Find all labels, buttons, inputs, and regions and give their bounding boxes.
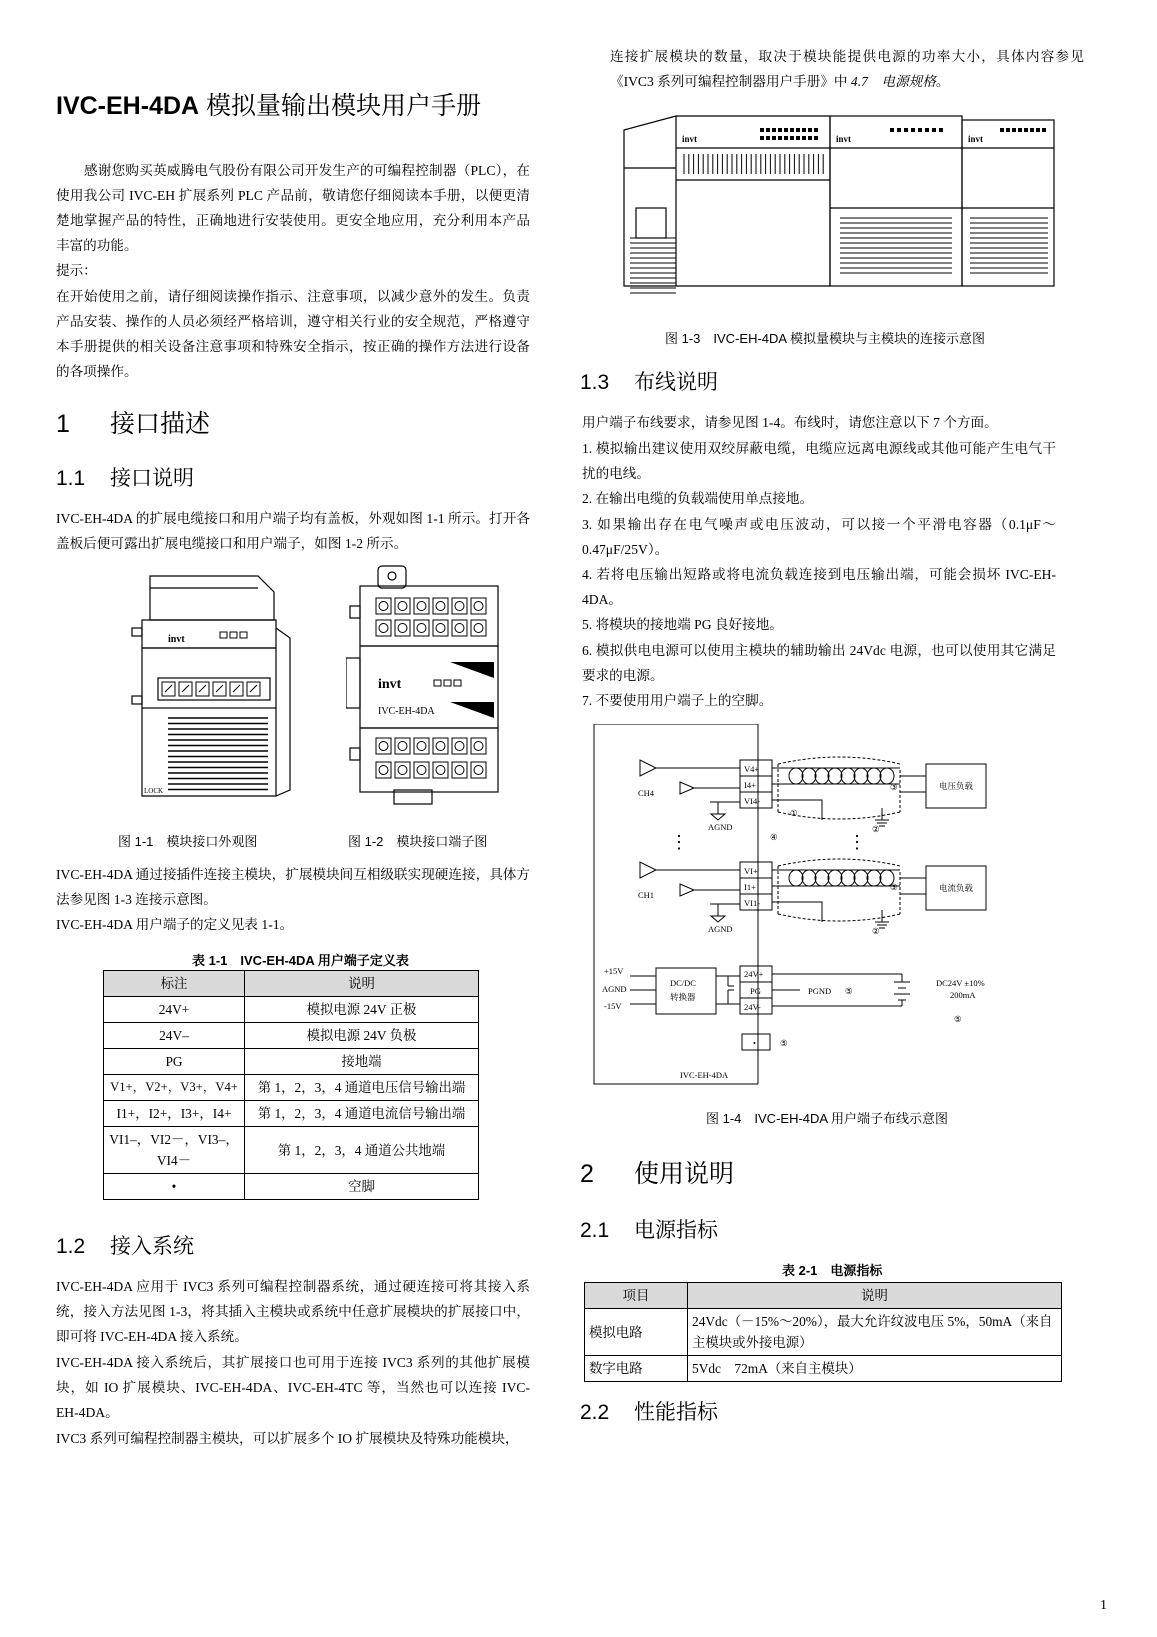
fig11-lock-label: LOCK — [144, 787, 164, 795]
figure-1-3-connection-diagram — [620, 108, 1060, 308]
table-row — [104, 1174, 479, 1200]
agnd-label-ch1: AGND — [708, 924, 733, 934]
terminal-v4: V4+ — [744, 764, 760, 774]
ch1-label: CH1 — [638, 890, 655, 900]
terminal-24vplus: 24V+ — [744, 969, 764, 979]
table-row — [104, 1023, 479, 1049]
fig13-brand-main: invt — [682, 134, 698, 144]
current-load-label: 电流负载 — [939, 883, 974, 893]
minus15v-label: -15V — [604, 1001, 622, 1011]
wiring-note-2: 2. 在输出电缆的负载端使用单点接地。 — [582, 491, 814, 506]
wiring-note-1: 1. 模拟输出建议使用双绞屏蔽电缆，电缆应远离电源线或其他可能产生电气干扰的电线。 — [582, 441, 1056, 481]
marker-2-ch4: ② — [872, 824, 880, 834]
table-cell: 24V+ — [104, 997, 245, 1023]
table-cell: 接地端 — [245, 1049, 479, 1075]
marker-3-ch4: ③ — [890, 782, 898, 792]
section-1-heading: 1 接口描述 — [56, 410, 211, 438]
supply-spec-label: DC24V ±10% — [936, 978, 985, 988]
marker-3-ch1: ③ — [890, 882, 898, 892]
terminal-v1: VI+ — [744, 866, 758, 876]
figure-1-4-caption: 图 1-4 IVC-EH-4DA 用户端子布线示意图 — [706, 1111, 948, 1126]
empty-pin-dot: • — [753, 1038, 756, 1048]
wiring-note-4: 4. 若将电压输出短路或将电流负载连接到电压输出端，可能会损坏 IVC-EH-4DA。 — [582, 567, 1056, 607]
figure-1-1-module-exterior — [128, 568, 298, 808]
page-number: 1 — [1100, 1598, 1107, 1613]
marker-5: ⑤ — [845, 986, 853, 996]
section-1-2-paragraph-2: IVC-EH-4DA 接入系统后，其扩展接口也可用于连接 IVC3 系列的其他扩展模块，如 IO 扩展模块、IVC-EH-4DA、IVC-EH-4TC 等，当然也可以连接 IVC-EH-4DA。 — [56, 1355, 530, 1420]
voltage-load-label: 电压负载 — [939, 781, 974, 791]
table-row — [104, 997, 479, 1023]
section-1-3-intro: 用户端子布线要求，请参见图 1-4。布线时，请您注意以下 7 个方面。 — [582, 415, 998, 430]
ch4-label: CH4 — [638, 788, 655, 798]
table-cell: VI1–，VI2－，VI3–，VI4－ — [104, 1127, 245, 1174]
figure-1-1-caption: 图 1-1 模块接口外观图 — [118, 834, 258, 849]
table-row — [104, 1127, 479, 1174]
table-cell: 第 1，2，3，4 通道电压信号输出端 — [245, 1075, 479, 1101]
terminal-vi1: VI1- — [744, 898, 761, 908]
section-1-2-paragraph-3: IVC3 系列可编程控制器主模块，可以扩展多个 IO 扩展模块及特殊功能模块， — [56, 1431, 519, 1446]
wiring-note-3: 3. 如果输出存在电气噪声或电压波动，可以接一个平滑电容器（0.1μF～0.47μF/25V）。 — [582, 517, 1056, 557]
table-cell: 模拟电路 — [585, 1309, 688, 1356]
fig13-brand-ext2: invt — [968, 134, 984, 144]
wiring-note-5: 5. 将模块的接地端 PG 良好接地。 — [582, 617, 783, 632]
right-continued-paragraph: 连接扩展模块的数量，取决于模块能提供电源的功率大小，具体内容参见《IVC3 系列可编程控制器用户手册》中 4.7 电源规格。 — [610, 49, 1084, 89]
table-1-1-header-desc: 说明 — [245, 971, 479, 997]
terminal-vi4: VI4- — [744, 796, 761, 806]
fig12-model-label: IVC-EH-4DA — [378, 706, 435, 717]
figure-1-4-wiring-diagram — [590, 724, 1060, 1086]
table-row — [585, 1356, 1062, 1382]
fig13-brand-ext1: invt — [836, 134, 852, 144]
table-row — [104, 1049, 479, 1075]
ellipsis-right: ⋮ — [848, 832, 866, 852]
tip-label: 提示： — [56, 263, 97, 278]
table-2-1-caption: 表 2-1 电源指标 — [782, 1263, 883, 1278]
fig12-brand-label: invt — [378, 677, 402, 692]
table-row — [104, 1075, 479, 1101]
module-label: IVC-EH-4DA — [680, 1070, 729, 1080]
table-cell: 第 1，2，3，4 通道电流信号输出端 — [245, 1101, 479, 1127]
plus15v-label: +15V — [604, 966, 624, 976]
supply-current-label: 200mA — [950, 990, 976, 1000]
marker-1: ① — [790, 808, 798, 818]
marker-4: ④ — [770, 832, 778, 842]
wiring-note-6: 6. 模拟供电电源可以使用主模块的辅助输出 24Vdc 电源，也可以使用其它满足要求的电源。 — [582, 643, 1056, 683]
figure-1-3-caption: 图 1-3 IVC-EH-4DA 模拟量模块与主模块的连接示意图 — [665, 331, 985, 346]
agnd-power-label: AGND — [602, 984, 627, 994]
section-1-1-paragraph-2: IVC-EH-4DA 通过接插件连接主模块，扩展模块间互相级联实现硬连接，具体方法参见图 1-3 连接示意图。 — [56, 867, 530, 907]
table-cell: I1+，I2+，I3+，I4+ — [104, 1101, 245, 1127]
table-1-1-header-label: 标注 — [104, 971, 245, 997]
terminal-i4: I4+ — [744, 780, 756, 790]
table-1-1-caption: 表 1-1 IVC-EH-4DA 用户端子定义表 — [192, 953, 409, 968]
table-cell: 空脚 — [245, 1174, 479, 1200]
ellipsis-left: ⋮ — [670, 832, 688, 852]
table-2-1 — [584, 1282, 1062, 1382]
marker-5-pin: ⑤ — [780, 1038, 788, 1048]
section-1-1-paragraph-1: IVC-EH-4DA 的扩展电缆接口和用户端子均有盖板，外观如图 1-1 所示。打开各盖板后便可露出扩展电缆接口和用户端子，如图 1-2 所示。 — [56, 511, 530, 551]
table-cell: 模拟电源 24V 正极 — [245, 997, 479, 1023]
marker-2-ch1: ② — [872, 926, 880, 936]
table-cell: 第 1，2，3，4 通道公共地端 — [245, 1127, 479, 1174]
figure-1-2-caption: 图 1-2 模块接口端子图 — [348, 834, 488, 849]
table-cell: • — [104, 1174, 245, 1200]
document-title: IVC-EH-4DA 模拟量输出模块用户手册 — [56, 92, 482, 120]
tip-paragraph: 在开始使用之前，请仔细阅读操作指示、注意事项，以减少意外的发生。负责产品安装、操作的人员必须经严格培训，遵守相关行业的安全规范，严格遵守本手册提供的相关设备注意事项和特殊安全指示，按正确的操作方法进行设备的各项操作。 — [56, 289, 530, 379]
dcdc-label: DC/DC — [670, 978, 696, 988]
fig11-brand-label: invt — [168, 634, 185, 645]
table-cell: 24V– — [104, 1023, 245, 1049]
section-2-2-heading: 2.2 性能指标 — [580, 1401, 718, 1424]
table-cell: 数字电路 — [585, 1356, 688, 1382]
table-cell: 模拟电源 24V 负极 — [245, 1023, 479, 1049]
terminal-i1: I1+ — [744, 882, 756, 892]
table-2-1-header-desc: 说明 — [688, 1283, 1062, 1309]
table-1-1 — [103, 970, 479, 1200]
table-cell: 5Vdc 72mA（来自主模块） — [688, 1356, 1062, 1382]
section-1-2-paragraph-1: IVC-EH-4DA 应用于 IVC3 系列可编程控制器系统，通过硬连接可将其接入系统，接入方法见图 1-3，将其插入主模块或系统中任意扩展模块的扩展接口中，即可将 IVC-EH-4DA 接入系统。 — [56, 1279, 530, 1344]
table-row — [104, 1101, 479, 1127]
section-2-1-heading: 2.1 电源指标 — [580, 1219, 718, 1242]
table-cell: V1+，V2+，V3+，V4+ — [104, 1075, 245, 1101]
terminal-pg: PG — [750, 986, 761, 996]
figure-1-2-terminal-view — [346, 562, 504, 808]
table-cell: 24Vdc（－15%～20%），最大允许纹波电压 5%，50mA（来自主模块或外接电源） — [688, 1309, 1062, 1356]
pgnd-label: PGND — [808, 986, 832, 996]
wiring-note-7: 7. 不要使用用户端子上的空脚。 — [582, 693, 773, 708]
section-1-1-paragraph-3: IVC-EH-4DA 用户端子的定义见表 1-1。 — [56, 917, 294, 932]
table-row — [585, 1309, 1062, 1356]
table-cell: PG — [104, 1049, 245, 1075]
table-2-1-header-item: 项目 — [585, 1283, 688, 1309]
section-1-1-heading: 1.1 接口说明 — [56, 467, 194, 490]
section-1-3-heading: 1.3 布线说明 — [580, 371, 718, 394]
section-1-2-heading: 1.2 接入系统 — [56, 1235, 194, 1258]
converter-label: 转换器 — [670, 992, 696, 1002]
terminal-24vminus: 24V- — [744, 1002, 761, 1012]
section-2-heading: 2 使用说明 — [580, 1160, 735, 1188]
marker-5-supply: ⑤ — [954, 1014, 962, 1024]
intro-paragraph: 感谢您购买英威腾电气股份有限公司开发生产的可编程控制器（PLC），在使用我公司 IVC-EH 扩展系列 PLC 产品前，敬请您仔细阅读本手册，以便更清楚地掌握产品的特性，正确地进行安装使用。更安全地应用，充分利用本产品丰富的功能。 — [56, 163, 530, 253]
agnd-label-ch4: AGND — [708, 822, 733, 832]
